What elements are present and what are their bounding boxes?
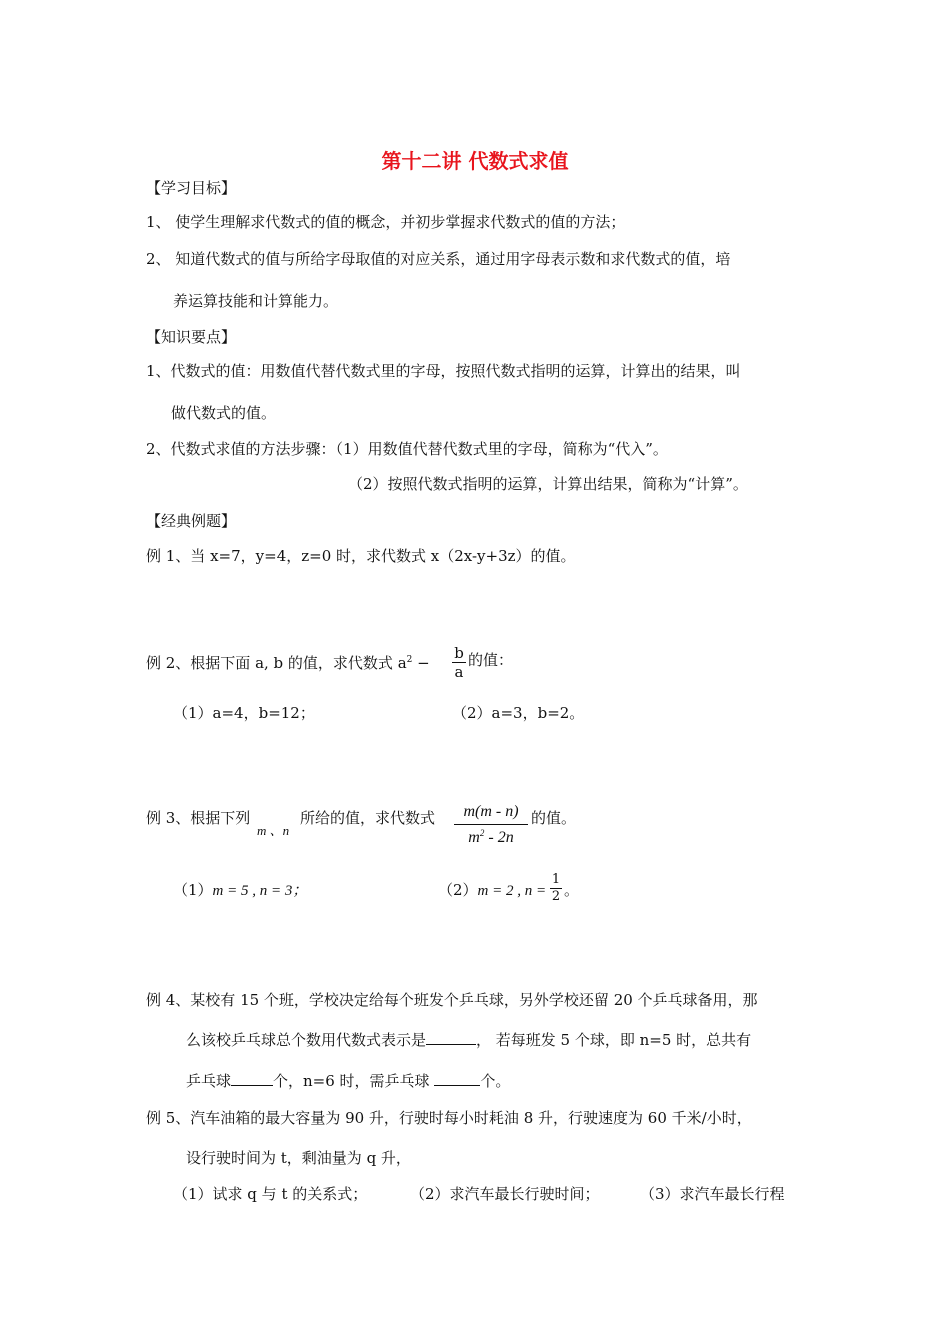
example-3-prefix: 例 3、根据下列 (146, 809, 251, 827)
example-5-question-3: （3）求汽车最长行程 (640, 1185, 785, 1203)
example-2-fraction (452, 644, 466, 681)
case-expression: m = 5 , n = 3； (212, 883, 308, 899)
example-2-case-1: （1）a=4，b=12； (173, 704, 315, 722)
answer-blank[interactable] (426, 1030, 476, 1045)
section-heading-examples: 【经典例题】 (146, 512, 237, 530)
example-2-text (146, 650, 430, 673)
example-2-prefix: 例 2、根据下面 a, b 的值，求代数式 a (146, 654, 407, 672)
example-3-case-1 (173, 880, 307, 901)
example-4-line-3: 乒乓球 个，n=6 时，需乒乓球 个。 (186, 1072, 511, 1090)
example-3-middle: 所给的值，求代数式 (300, 809, 436, 827)
example-2-exponent: 2 (406, 655, 413, 665)
example-2-minus: − (412, 654, 430, 672)
example-3-variables: m 、n (257, 823, 290, 838)
knowledge-item-1-continued: 做代数式的值。 (171, 404, 277, 422)
example-5-question-2: （2）求汽车最长行驶时间； (410, 1185, 600, 1203)
fraction-denominator: 2 (551, 889, 561, 904)
goal-item-1: 1、 使学生理解求代数式的值的概念，并初步掌握求代数式的值的方法； (146, 213, 626, 231)
example-5-line-1: 例 5、汽车油箱的最大容量为 90 升，行驶时每小时耗油 8 升，行驶速度为 60 千米/小时， (146, 1109, 752, 1127)
example-4-line-1: 例 4、某校有 15 个班，学校决定给每个班发个乒乓球，另外学校还留 20 个乒乓球备用，那 (146, 991, 758, 1009)
goal-item-2-continued: 养运算技能和计算能力。 (173, 292, 339, 310)
example-3-fraction (454, 803, 528, 847)
example-3-case-2 (438, 880, 546, 901)
example-5-line-2: 设行驶时间为 t，剩油量为 q 升， (186, 1149, 411, 1167)
section-heading-goals: 【学习目标】 (146, 179, 237, 197)
example-1: 例 1、当 x=7，y=4，z=0 时，求代数式 x（2x-y+3z）的值。 (146, 547, 576, 565)
example-5-question-1: （1）试求 q 与 t 的关系式； (173, 1185, 368, 1203)
fraction-numerator: m(m - n) (463, 803, 519, 820)
knowledge-item-2-step-2: （2）按照代数式指明的运算，计算出结果，简称为“计算”。 (348, 475, 748, 493)
case-label: （2） (438, 881, 478, 899)
example-2-suffix: 的值： (468, 651, 514, 669)
example-4-line-2: 么该校乒乓球总个数用代数式表示是 ， 若每班发 5 个球，即 n=5 时，总共有 (186, 1031, 752, 1049)
section-heading-knowledge: 【知识要点】 (146, 328, 237, 346)
fraction-denominator: $m^2 - 2n$ (468, 828, 514, 846)
fraction-numerator: b (454, 644, 464, 662)
goal-item-2: 2、 知道代数式的值与所给字母取值的对应关系，通过用字母表示数和求代数式的值，培 (146, 250, 731, 268)
fraction-numerator: 1 (551, 872, 561, 887)
fraction-denominator: a (454, 663, 464, 681)
knowledge-item-1: 1、代数式的值：用数值代替代数式里的字母，按照代数式指明的运算，计算出的结果，叫 (146, 362, 741, 380)
case-label: （1） (173, 881, 213, 899)
answer-blank[interactable] (434, 1071, 480, 1086)
page-title: 第十二讲 代数式求值 (381, 149, 569, 173)
example-3-case-2-fraction (550, 872, 562, 905)
example-2-case-2: （2）a=3，b=2。 (452, 704, 585, 722)
example-3-case-2-end: 。 (564, 881, 580, 899)
answer-blank[interactable] (231, 1071, 273, 1086)
case-expression: m = 2 , n = (477, 883, 547, 899)
knowledge-item-2: 2、代数式求值的方法步骤：（1）用数值代替代数式里的字母，简称为“代入”。 (146, 440, 668, 458)
fraction-bar (454, 824, 528, 825)
example-3-suffix: 的值。 (531, 809, 577, 827)
